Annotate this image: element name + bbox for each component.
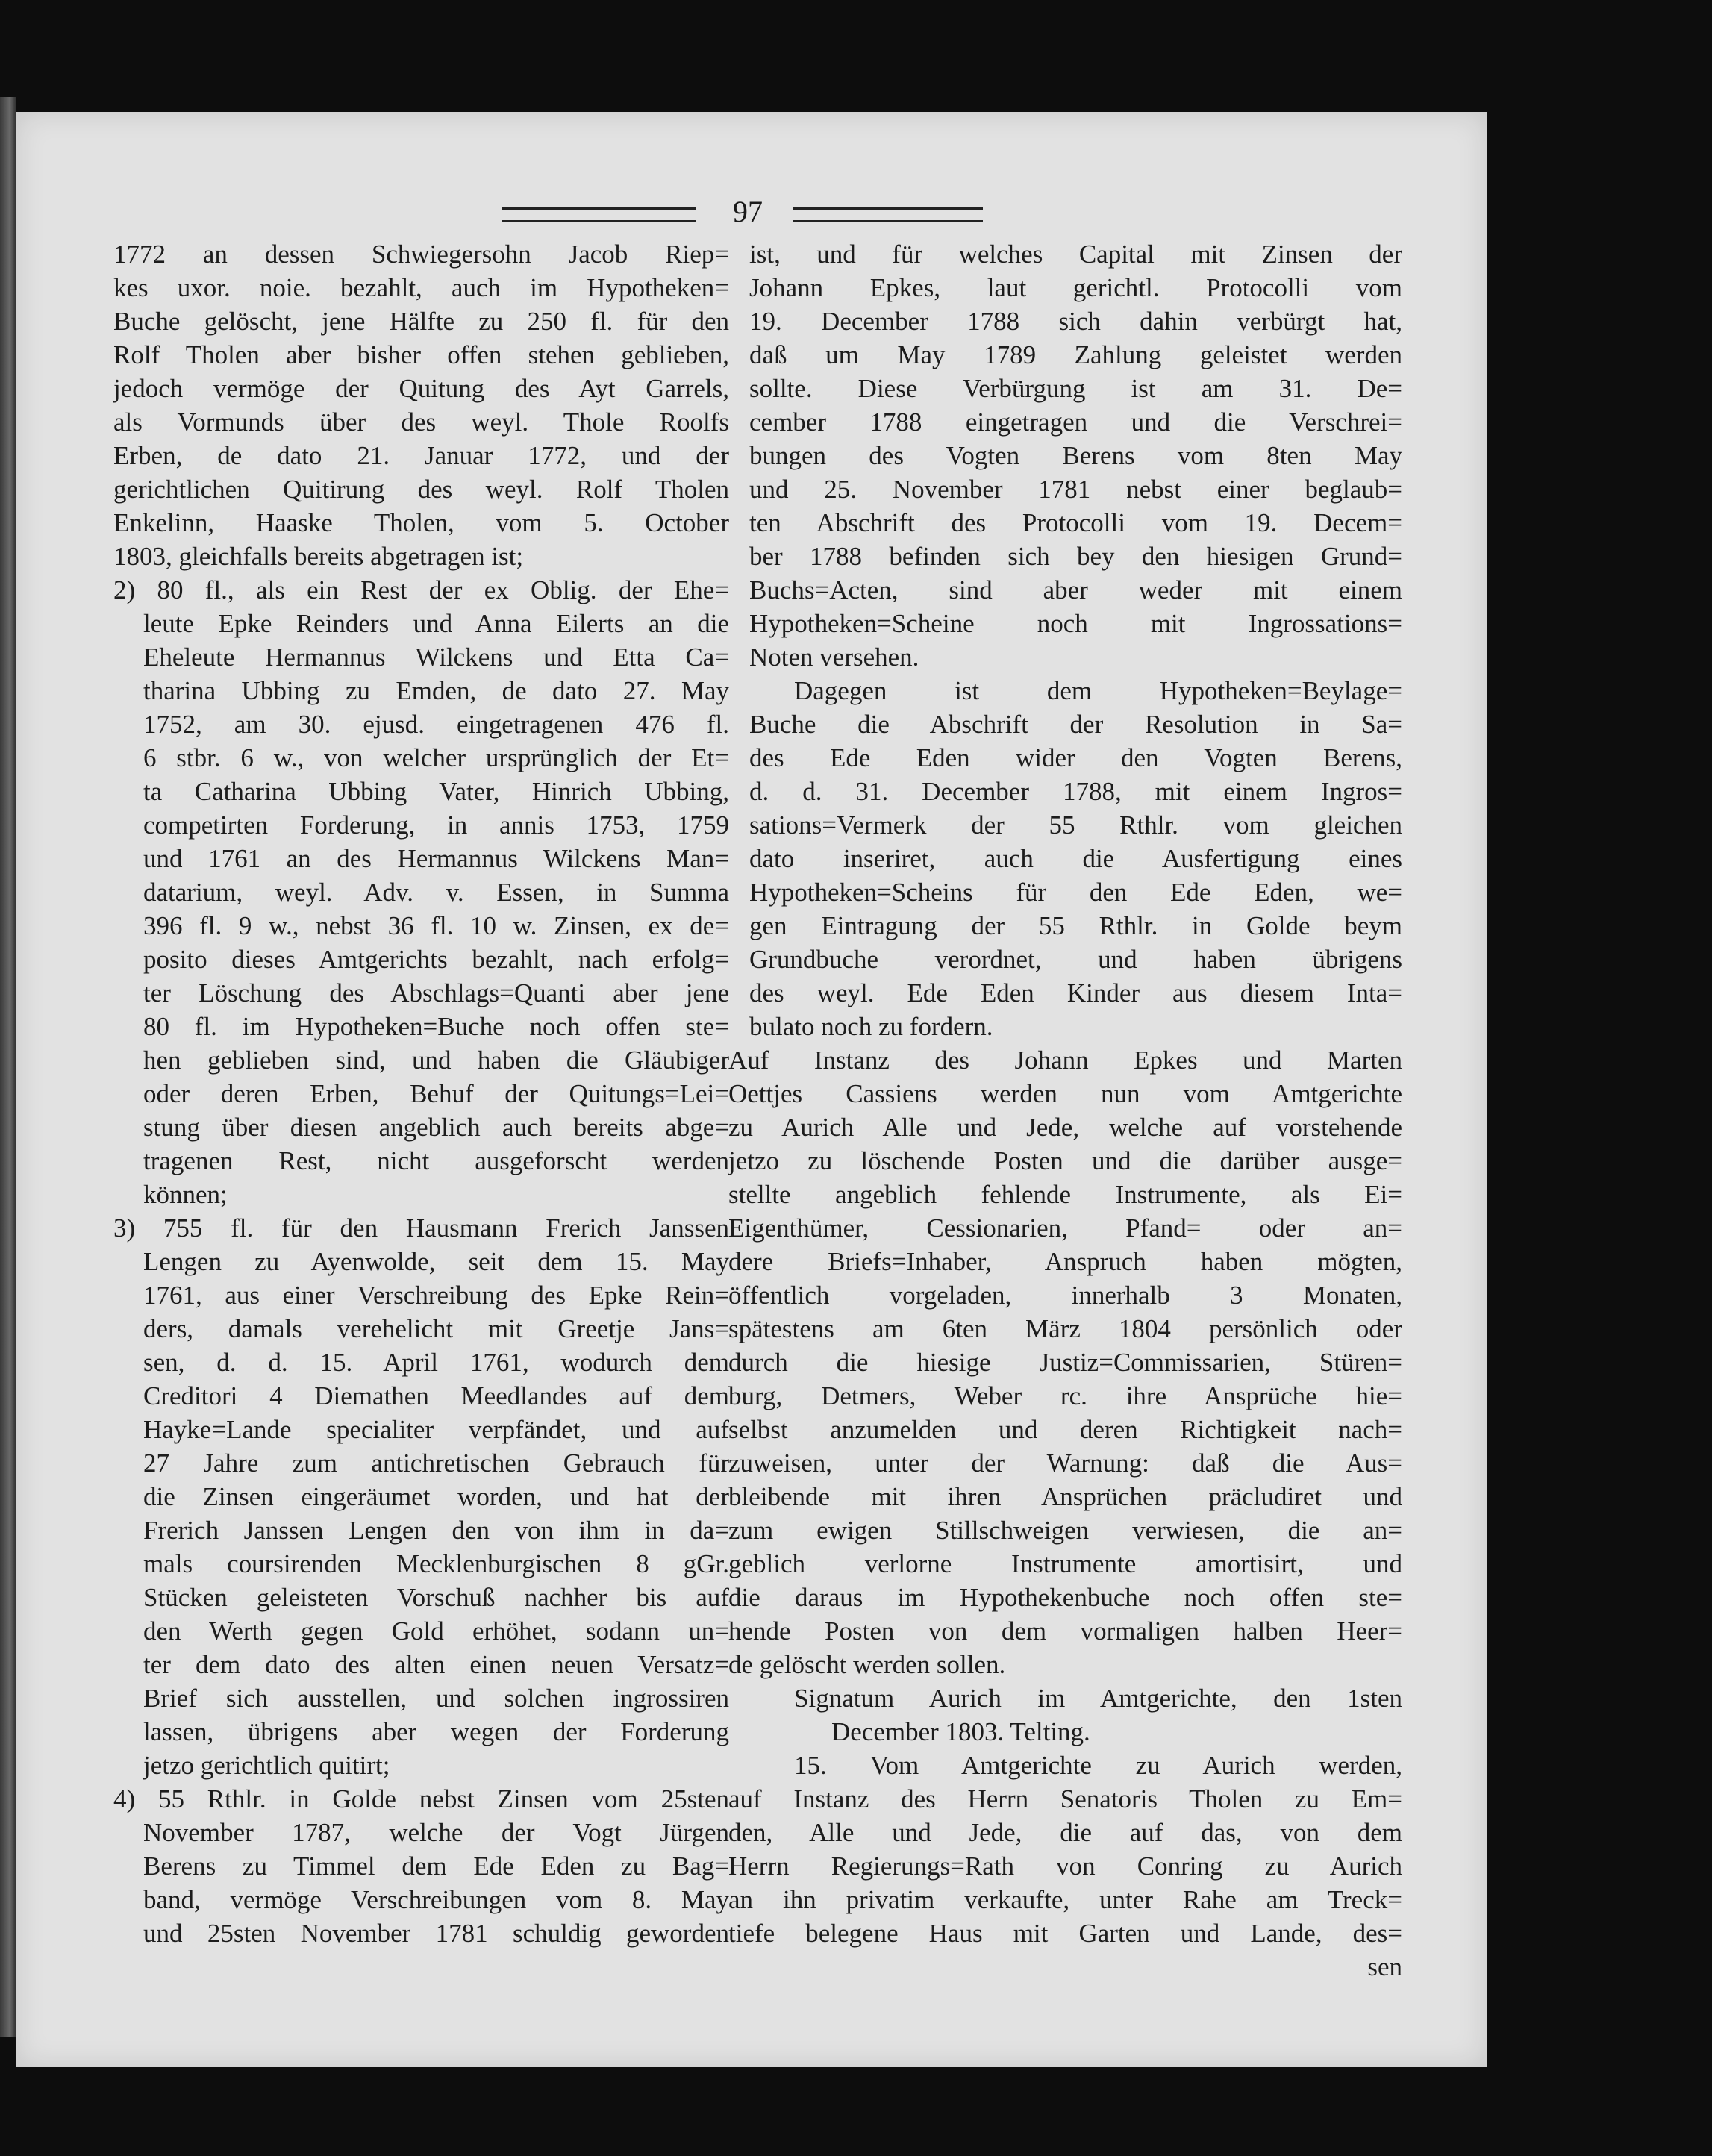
text-line: 2) 80 fl., als ein Rest der ex Oblig. der Ehe= <box>113 575 729 604</box>
text-line: competirten Forderung, in annis 1753, 1759 <box>143 810 729 840</box>
text-line: tharina Ubbing zu Emden, de dato 27. May <box>143 676 729 705</box>
right-text-column <box>728 237 1402 1984</box>
text-line: jetzo zu löschende Posten und die darüber ausge= <box>728 1146 1402 1175</box>
text-line: December 1803. Telting. <box>831 1717 1090 1746</box>
text-line: ders, damals verehelicht mit Greetje Jans= <box>143 1314 729 1343</box>
text-line: dato inseriret, auch die Ausfertigung eines <box>749 844 1402 873</box>
text-line: den, Alle und Jede, die auf das, von dem <box>728 1818 1402 1847</box>
text-line: den Werth gegen Gold erhöhet, sodann un= <box>143 1616 729 1646</box>
text-line: gen Eintragung der 55 Rthlr. in Golde beym <box>749 911 1402 940</box>
text-line: hende Posten von dem vormaligen halben Heer= <box>728 1616 1402 1646</box>
text-line: 4) 55 Rthlr. in Golde nebst Zinsen vom 25sten <box>113 1784 729 1813</box>
text-line: des weyl. Ede Eden Kinder aus diesem Inta= <box>749 978 1402 1007</box>
text-line: sen, d. d. 15. April 1761, wodurch dem <box>143 1348 729 1377</box>
text-line: sations=Vermerk der 55 Rthlr. vom gleichen <box>749 810 1402 840</box>
text-line: Noten versehen. <box>749 643 919 672</box>
book-spine-edge <box>0 97 16 2037</box>
text-line: 19. December 1788 sich dahin verbürgt hat, <box>749 307 1402 336</box>
text-line: gerichtlichen Quitirung des weyl. Rolf Tholen <box>113 475 729 504</box>
text-line: burg, Detmers, Weber rc. ihre Ansprüche hie= <box>728 1381 1402 1410</box>
header-rule-right <box>793 207 983 222</box>
text-line: kes uxor. noie. bezahlt, auch im Hypotheken= <box>113 273 729 302</box>
text-line: 1761, aus einer Verschreibung des Epke Rein= <box>143 1281 729 1310</box>
text-line: Rolf Tholen aber bisher offen stehen geblieben, <box>113 340 729 369</box>
text-line: zum ewigen Stillschweigen verwiesen, die an= <box>728 1516 1402 1545</box>
text-line: zuweisen, unter der Warnung: daß die Aus= <box>728 1449 1402 1478</box>
text-line: die Zinsen eingeräumet worden, und hat der <box>143 1482 729 1511</box>
text-line: stung über diesen angeblich auch bereits abge= <box>143 1113 729 1142</box>
text-line: sen <box>1367 1952 1402 1981</box>
text-line: Berens zu Timmel dem Ede Eden zu Bag= <box>143 1852 729 1881</box>
text-line: Frerich Janssen Lengen den von ihm in da= <box>143 1516 729 1545</box>
text-line: Creditori 4 Diemathen Meedlandes auf dem <box>143 1381 729 1410</box>
text-line: ten Abschrift des Protocolli vom 19. Decem= <box>749 508 1402 537</box>
left-text-column <box>113 237 729 1950</box>
text-line: bleibende mit ihren Ansprüchen präcludiret und <box>728 1482 1402 1511</box>
text-line: selbst anzumelden und deren Richtigkeit nach= <box>728 1415 1402 1444</box>
text-line: spätestens am 6ten März 1804 persönlich oder <box>728 1314 1402 1343</box>
text-line: Brief sich ausstellen, und solchen ingrossiren <box>143 1684 729 1713</box>
text-line: bulato noch zu fordern. <box>749 1012 993 1041</box>
text-line: mals coursirenden Mecklenburgischen 8 gGr. <box>143 1549 729 1578</box>
text-line: und 25. November 1781 nebst einer beglaub= <box>749 475 1402 504</box>
text-line: sollte. Diese Verbürgung ist am 31. De= <box>749 374 1402 403</box>
text-line: Eheleute Hermannus Wilckens und Etta Ca= <box>143 643 729 672</box>
text-line: als Vormunds über des weyl. Thole Roolfs <box>113 407 729 437</box>
text-line: Hypotheken=Scheine noch mit Ingrossations= <box>749 609 1402 638</box>
text-line: ber 1788 befinden sich bey den hiesigen Grund= <box>749 542 1402 571</box>
text-line: Lengen zu Ayenwolde, seit dem 15. May <box>143 1247 729 1276</box>
text-line: November 1787, welche der Vogt Jürgen <box>143 1818 729 1847</box>
text-line: Enkelinn, Haaske Tholen, vom 5. October <box>113 508 729 537</box>
text-line: datarium, weyl. Adv. v. Essen, in Summa <box>143 878 729 907</box>
text-line: de gelöscht werden sollen. <box>728 1650 1006 1679</box>
text-line: tragenen Rest, nicht ausgeforscht werden <box>143 1146 729 1175</box>
text-line: posito dieses Amtgerichts bezahlt, nach erfolg= <box>143 945 729 974</box>
text-line: 396 fl. 9 w., nebst 36 fl. 10 w. Zinsen, ex de= <box>143 911 729 940</box>
header-rule-left <box>502 207 696 222</box>
text-line: zu Aurich Alle und Jede, welche auf vorstehende <box>728 1113 1402 1142</box>
text-line: ist, und für welches Capital mit Zinsen der <box>749 240 1402 269</box>
text-line: Erben, de dato 21. Januar 1772, und der <box>113 441 729 470</box>
text-line: auf Instanz des Herrn Senatoris Tholen zu Em= <box>728 1784 1402 1813</box>
page-number: 97 <box>733 195 763 228</box>
text-line: Eigenthümer, Cessionarien, Pfand= oder an= <box>728 1213 1402 1243</box>
text-line: stellte angeblich fehlende Instrumente, als Ei= <box>728 1180 1402 1209</box>
text-line: band, vermöge Verschreibungen vom 8. May <box>143 1885 729 1914</box>
text-line: 27 Jahre zum antichretischen Gebrauch für <box>143 1449 729 1478</box>
text-line: und 25sten November 1781 schuldig geworden <box>143 1919 729 1948</box>
text-line: Hypotheken=Scheins für den Ede Eden, we= <box>749 878 1402 907</box>
text-line: 80 fl. im Hypotheken=Buche noch offen ste= <box>143 1012 729 1041</box>
text-line: Hayke=Lande specialiter verpfändet, und auf <box>143 1415 729 1444</box>
text-line: ter dem dato des alten einen neuen Versatz= <box>143 1650 729 1679</box>
text-line: Auf Instanz des Johann Epkes und Marten <box>728 1046 1402 1075</box>
text-line: bungen des Vogten Berens vom 8ten May <box>749 441 1402 470</box>
book-page <box>16 112 1487 2067</box>
text-line: jedoch vermöge der Quitung des Ayt Garrels, <box>113 374 729 403</box>
text-line: leute Epke Reinders und Anna Eilerts an die <box>143 609 729 638</box>
text-line: öffentlich vorgeladen, innerhalb 3 Monaten, <box>728 1281 1402 1310</box>
text-line: Herrn Regierungs=Rath von Conring zu Aurich <box>728 1852 1402 1881</box>
text-line: 1803, gleichfalls bereits abgetragen ist; <box>113 542 524 571</box>
text-line: Buche gelöscht, jene Hälfte zu 250 fl. für den <box>113 307 729 336</box>
text-line: Signatum Aurich im Amtgerichte, den 1sten <box>794 1684 1402 1713</box>
text-line: Oettjes Cassiens werden nun vom Amtgerichte <box>728 1079 1402 1108</box>
text-line: Grundbuche verordnet, und haben übrigens <box>749 945 1402 974</box>
text-line: Dagegen ist dem Hypotheken=Beylage= <box>794 676 1402 705</box>
text-line: die daraus im Hypothekenbuche noch offen ste= <box>728 1583 1402 1612</box>
text-line: können; <box>143 1180 228 1209</box>
text-line: oder deren Erben, Behuf der Quitungs=Lei= <box>143 1079 729 1108</box>
text-line: 6 stbr. 6 w., von welcher ursprünglich der Et= <box>143 743 729 772</box>
text-line: geblich verlorne Instrumente amortisirt, und <box>728 1549 1402 1578</box>
text-line: an ihn privatim verkaufte, unter Rahe am Treck= <box>728 1885 1402 1914</box>
text-line: daß um May 1789 Zahlung geleistet werden <box>749 340 1402 369</box>
text-line: dere Briefs=Inhaber, Anspruch haben mögten, <box>728 1247 1402 1276</box>
text-line: 1752, am 30. ejusd. eingetragenen 476 fl. <box>143 710 729 739</box>
text-line: cember 1788 eingetragen und die Verschrei= <box>749 407 1402 437</box>
text-line: jetzo gerichtlich quitirt; <box>143 1751 390 1780</box>
text-line: Buche die Abschrift der Resolution in Sa= <box>749 710 1402 739</box>
text-line: 15. Vom Amtgerichte zu Aurich werden, <box>794 1751 1402 1780</box>
text-line: tiefe belegene Haus mit Garten und Lande, des= <box>728 1919 1402 1948</box>
text-line: hen geblieben sind, und haben die Gläubiger <box>143 1046 729 1075</box>
text-line: und 1761 an des Hermannus Wilckens Man= <box>143 844 729 873</box>
text-line: d. d. 31. December 1788, mit einem Ingros= <box>749 777 1402 806</box>
text-line: ta Catharina Ubbing Vater, Hinrich Ubbing, <box>143 777 729 806</box>
text-line: durch die hiesige Justiz=Commissarien, Stüren= <box>728 1348 1402 1377</box>
text-line: Johann Epkes, laut gerichtl. Protocolli vom <box>749 273 1402 302</box>
text-line: ter Löschung des Abschlags=Quanti aber jene <box>143 978 729 1007</box>
text-line: 3) 755 fl. für den Hausmann Frerich Janssen <box>113 1213 729 1243</box>
page-header <box>502 194 1024 239</box>
text-line: 1772 an dessen Schwiegersohn Jacob Riep= <box>113 240 729 269</box>
text-line: des Ede Eden wider den Vogten Berens, <box>749 743 1402 772</box>
text-line: Stücken geleisteten Vorschuß nachher bis auf <box>143 1583 729 1612</box>
text-line: Buchs=Acten, sind aber weder mit einem <box>749 575 1402 604</box>
text-line: lassen, übrigens aber wegen der Forderung <box>143 1717 729 1746</box>
